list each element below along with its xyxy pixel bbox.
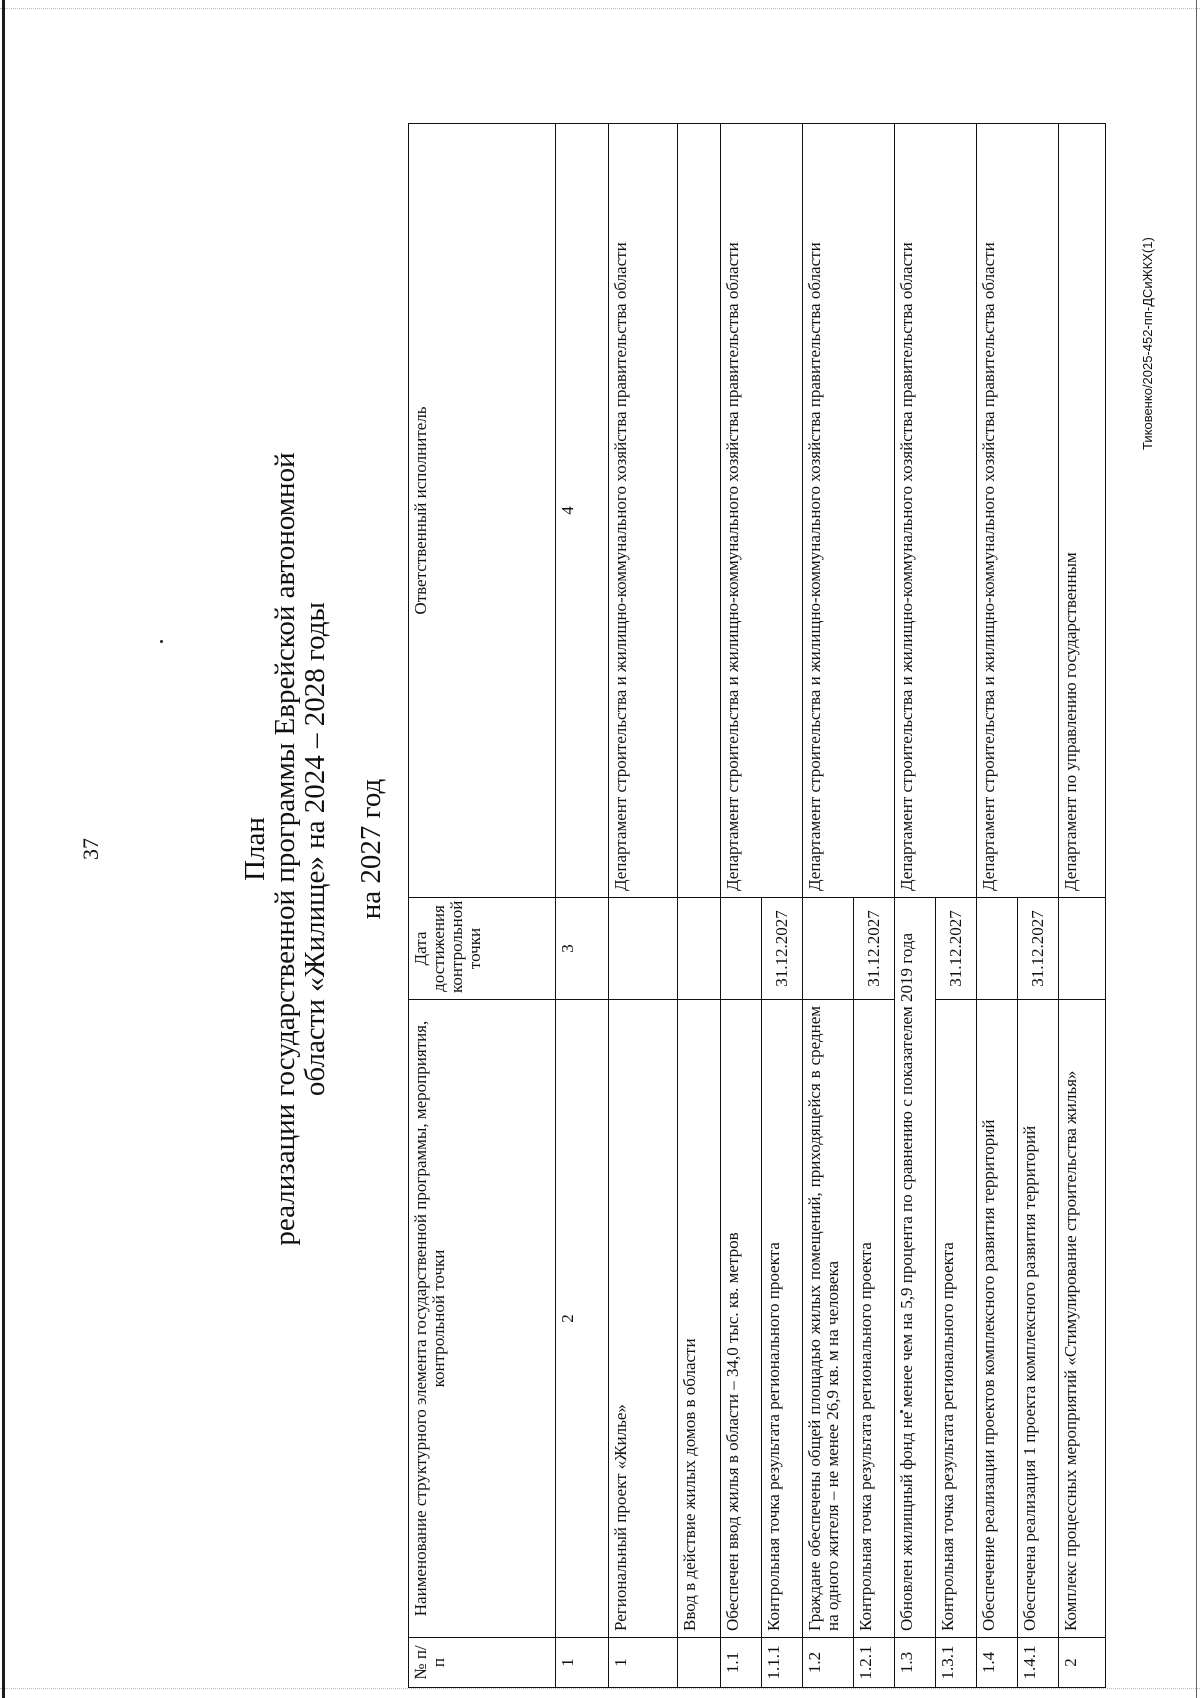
row-date: 31.12.2027 bbox=[854, 898, 895, 1000]
row-executor: Департамент строительства и жилищно-коммунального хозяйства правительства области bbox=[721, 124, 803, 898]
row-name: Обеспечена реализация 1 проекта комплексного развития территорий bbox=[1018, 1000, 1059, 1638]
header-executor: Ответственный исполнитель bbox=[409, 124, 556, 898]
header-num: № п/п bbox=[409, 1638, 556, 1688]
row-executor: Департамент строительства и жилищно-коммунального хозяйства правительства области bbox=[895, 124, 977, 898]
row-name: Контрольная точка результата регионального проекта bbox=[762, 1000, 803, 1638]
page-number: 37 bbox=[78, 838, 103, 860]
row-num: 1.3.1 bbox=[936, 1638, 977, 1688]
document-subtitle: на 2027 год bbox=[355, 778, 387, 920]
row-name: Ввод в действие жилых домов в области bbox=[678, 1000, 721, 1638]
row-num bbox=[678, 1638, 721, 1688]
document-title bbox=[240, 0, 330, 1698]
row-date bbox=[1059, 898, 1106, 1000]
header-name: Наименование структурного элемента государственной программы, мероприятия, контрольной точки bbox=[409, 1000, 556, 1638]
index-cell: 2 bbox=[556, 1000, 609, 1638]
row-date bbox=[609, 898, 678, 1000]
row-date bbox=[977, 898, 1018, 1000]
index-cell: 1 bbox=[556, 1638, 609, 1688]
row-name: Контрольная точка результата регионального проекта bbox=[854, 1000, 895, 1638]
table-index-row bbox=[556, 124, 609, 1688]
row-name: Региональный проект «Жилье» bbox=[609, 1000, 678, 1638]
row-executor: Департамент строительства и жилищно-коммунального хозяйства правительства области bbox=[803, 124, 895, 898]
table-header-row bbox=[409, 124, 556, 1688]
row-executor: Департамент строительства и жилищно-коммунального хозяйства правительства области bbox=[977, 124, 1059, 898]
table-row bbox=[609, 124, 678, 1688]
row-name: Комплекс процессных мероприятий «Стимулирование строительства жилья» bbox=[1059, 1000, 1106, 1638]
table-row bbox=[895, 124, 936, 1688]
title-line-2: реализации государственной программы Еврейской автономной bbox=[269, 452, 301, 1246]
row-date: 31.12.2027 bbox=[762, 898, 803, 1000]
table-row bbox=[803, 124, 854, 1688]
table-row bbox=[1059, 124, 1106, 1688]
row-date bbox=[678, 898, 721, 1000]
row-num: 1.4.1 bbox=[1018, 1638, 1059, 1688]
row-name: Обновлен жилищный фонд не менее чем на 5,9 процента по сравнению с показателем 2019 года bbox=[895, 898, 936, 1638]
table-row bbox=[721, 124, 762, 1688]
row-num: 1.4 bbox=[977, 1638, 1018, 1688]
table-row bbox=[977, 124, 1018, 1688]
row-num: 1 bbox=[609, 1638, 678, 1688]
row-date: 31.12.2027 bbox=[936, 898, 977, 1000]
row-executor: Департамент строительства и жилищно-коммунального хозяйства правительства области bbox=[609, 124, 678, 898]
row-executor bbox=[678, 124, 721, 898]
row-name: Граждане обеспечены общей площадью жилых помещений, приходящейся в среднем на одного жителя – не менее 26,9 кв. м на человека bbox=[803, 1000, 854, 1638]
title-line-1: План bbox=[239, 817, 271, 881]
index-cell: 3 bbox=[556, 898, 609, 1000]
index-cell: 4 bbox=[556, 124, 609, 898]
row-num: 1.1.1 bbox=[762, 1638, 803, 1688]
plan-table bbox=[408, 123, 1106, 1688]
row-num: 1.1 bbox=[721, 1638, 762, 1688]
row-num: 1.2.1 bbox=[854, 1638, 895, 1688]
row-date bbox=[803, 898, 854, 1000]
row-executor: Департамент по управлению государственным bbox=[1059, 124, 1106, 898]
header-date: Дата достижения контрольной точки bbox=[409, 898, 556, 1000]
row-name: Обеспечен ввод жилья в области – 34,0 тыс. кв. метров bbox=[721, 1000, 762, 1638]
row-date: 31.12.2027 bbox=[1018, 898, 1059, 1000]
row-name: Контрольная точка результата регионального проекта bbox=[936, 1000, 977, 1638]
document-registration-code: Тиковенко/2025-452-пп-ДСиЖКХ(1) bbox=[1140, 237, 1155, 450]
row-num: 2 bbox=[1059, 1638, 1106, 1688]
row-num: 1.3 bbox=[895, 1638, 936, 1688]
row-date bbox=[721, 898, 762, 1000]
row-name: Обеспечение реализации проектов комплексного развития территорий bbox=[977, 1000, 1018, 1638]
table-row bbox=[678, 124, 721, 1688]
title-line-3: области «Жилище» на 2024 – 2028 годы bbox=[299, 601, 331, 1097]
row-num: 1.2 bbox=[803, 1638, 854, 1688]
